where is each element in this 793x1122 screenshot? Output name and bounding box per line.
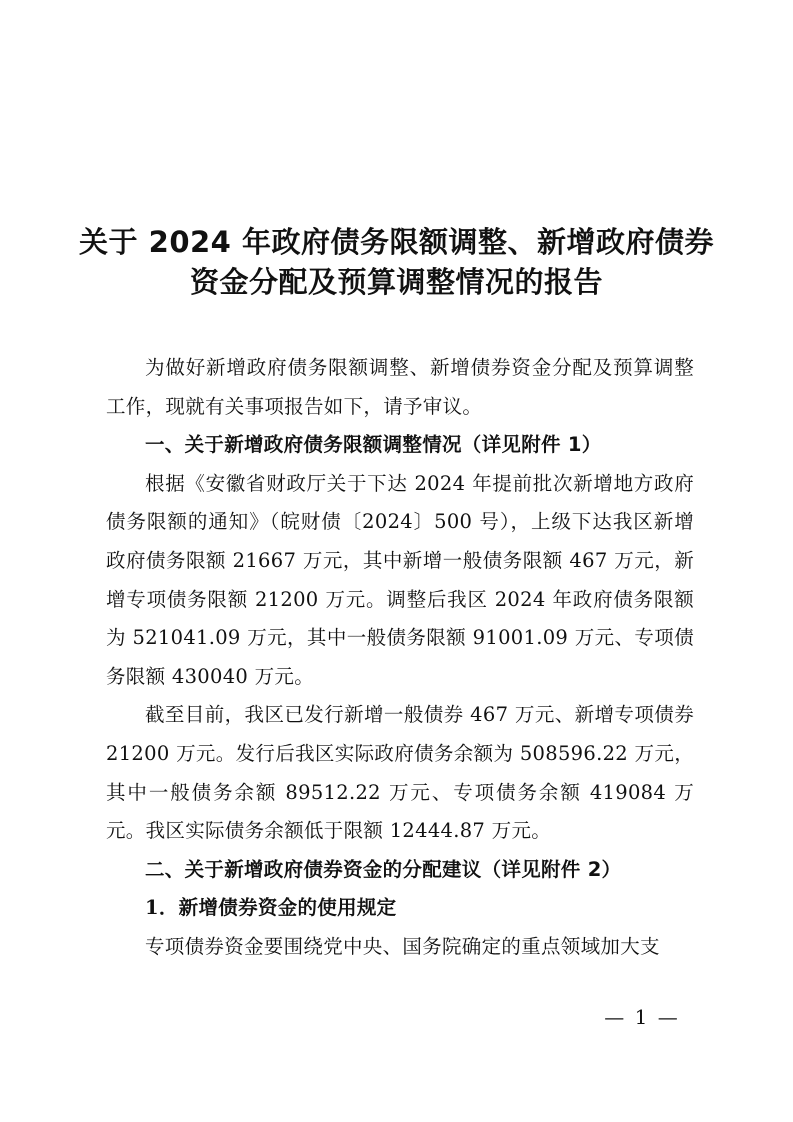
document-title-line-2: 资金分配及预算调整情况的报告	[189, 265, 603, 299]
body-paragraph: 截至目前，我区已发行新增一般债券 467 万元、新增专项债券 21200 万元。发行后我区实际政府债务余额为 508596.22 万元，其中一般债务余额 89512.22 万元、专项债务余额 419084 万元。我区实际债务余额低于限额 12444.87 万元。	[106, 703, 694, 843]
section-heading-1: 一、关于新增政府债务限额调整情况（详见附件 1）	[145, 433, 602, 457]
intro-paragraph: 为做好新增政府债务限额调整、新增债券资金分配及预算调整工作，现就有关事项报告如下，请予审议。	[106, 356, 694, 418]
page-number: — 1 —	[604, 1005, 680, 1029]
body-paragraph: 专项债券资金要围绕党中央、国务院确定的重点领域加大支	[145, 934, 660, 958]
document-title-line-1: 关于 2024 年政府债务限额调整、新增政府债券	[79, 225, 714, 259]
section-heading-2: 二、关于新增政府债券资金的分配建议（详见附件 2）	[145, 857, 622, 881]
subsection-heading-1: 1．新增债券资金的使用规定	[145, 896, 397, 920]
body-paragraph: 根据《安徽省财政厅关于下达 2024 年提前批次新增地方政府债务限额的通知》（皖财债〔2024〕500 号），上级下达我区新增政府债务限额 21667 万元，其中新增一般债务限额 467 万元，新增专项债务限额 21200 万元。调整后我区 2024 年政府债务限额为 521041.09 万元，其中一般债务限额 91001.09 万元、专项债务限额 430040 万元。	[106, 471, 694, 688]
document-body	[106, 349, 694, 967]
